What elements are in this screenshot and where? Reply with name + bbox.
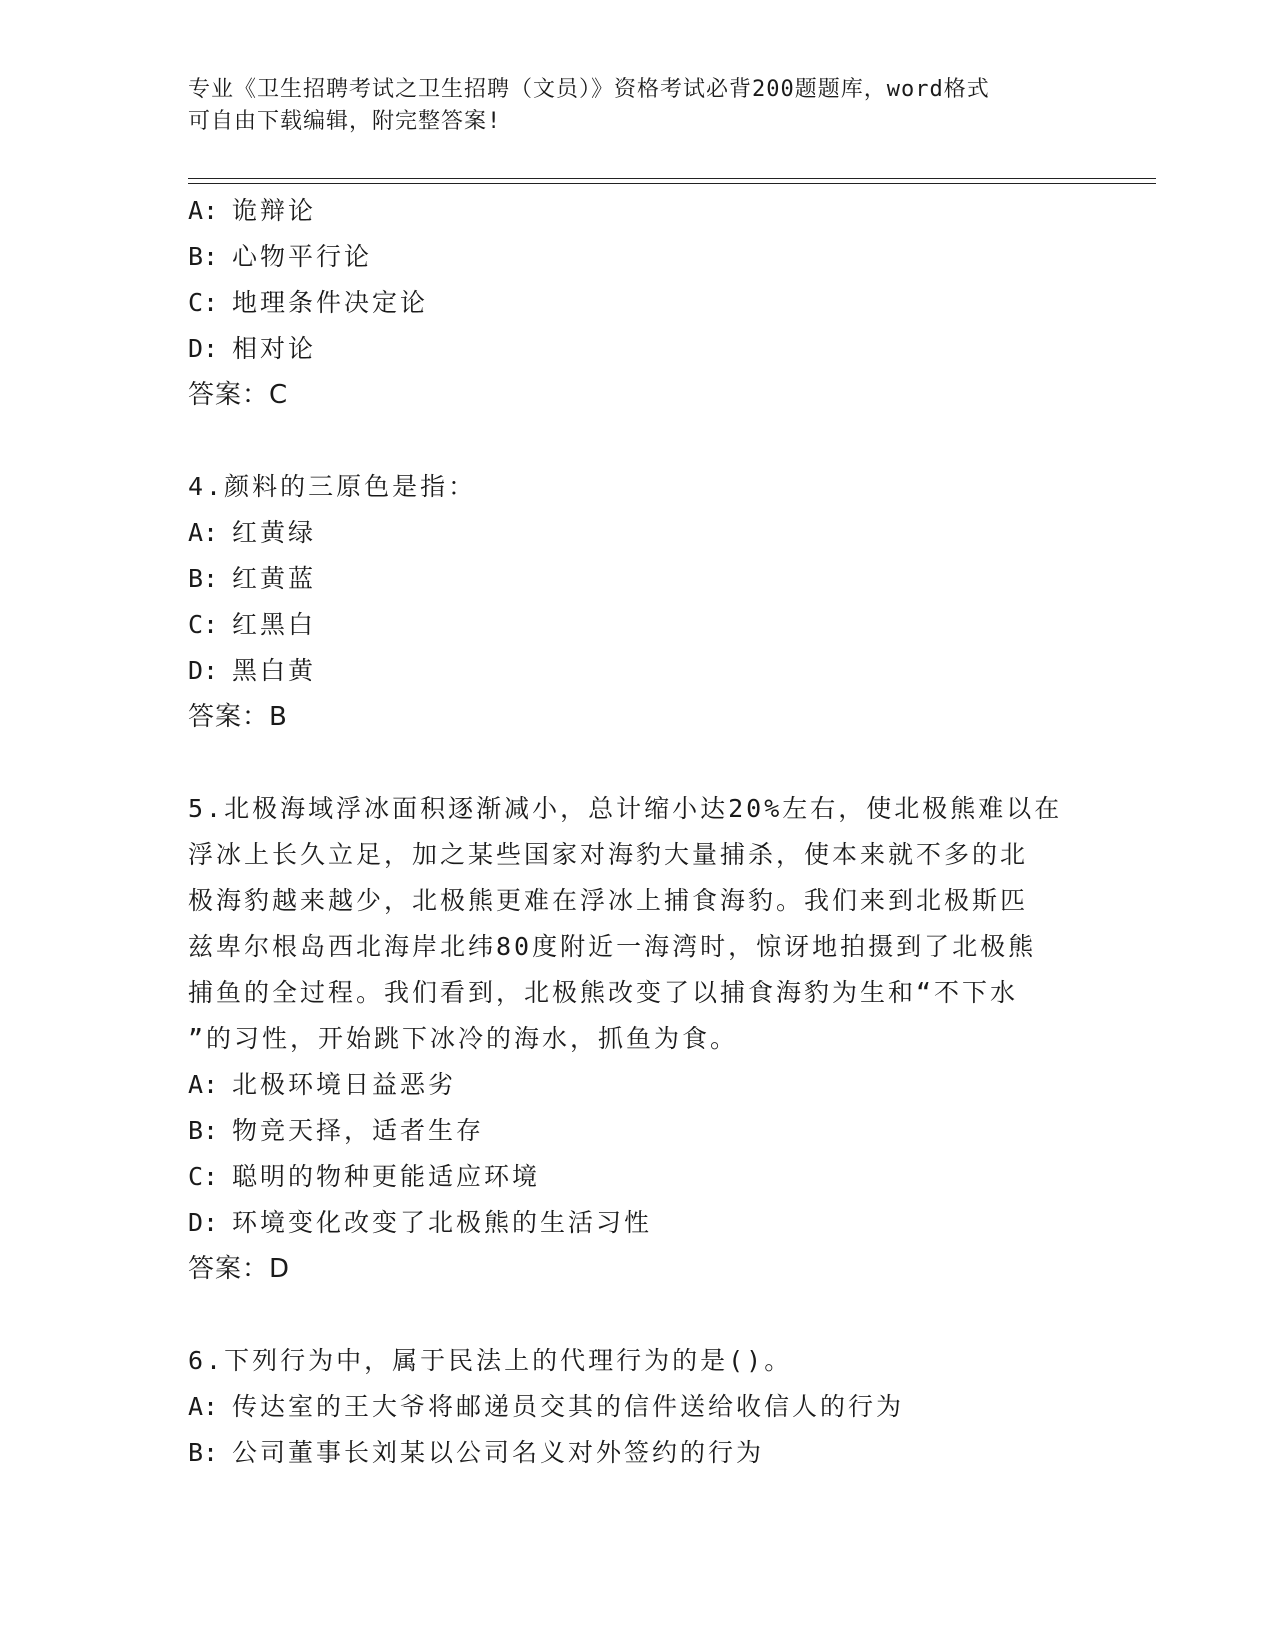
question-5 <box>188 786 1088 1292</box>
header-line-1: 专业《卫生招聘考试之卫生招聘（文员）》资格考试必背200题题库，word格式 <box>188 77 990 102</box>
option-letter: D: <box>188 656 219 685</box>
option-d <box>188 326 1088 372</box>
option-text: 红黄蓝 <box>232 564 317 593</box>
question-stem: 4.颜料的三原色是指： <box>188 472 477 501</box>
option-text: 相对论 <box>232 334 317 363</box>
option-letter: B: <box>188 1438 219 1467</box>
question-3 <box>188 188 1088 418</box>
option-a <box>188 1384 1088 1430</box>
option-b <box>188 1430 1088 1476</box>
header-divider-top <box>188 178 1156 179</box>
option-c <box>188 1154 1088 1200</box>
question-4 <box>188 464 1088 740</box>
option-text: 地理条件决定论 <box>232 288 429 317</box>
option-c <box>188 602 1088 648</box>
option-text: 诡辩论 <box>232 196 317 225</box>
option-letter: A: <box>188 1070 219 1099</box>
option-text: 黑白黄 <box>232 656 317 685</box>
spacer <box>188 740 1088 786</box>
option-letter: D: <box>188 334 219 363</box>
option-text: 聪明的物种更能适应环境 <box>232 1162 541 1191</box>
stem-line: 浮冰上长久立足，加之某些国家对海豹大量捕杀，使本来就不多的北 <box>188 840 1029 869</box>
option-d <box>188 648 1088 694</box>
option-a <box>188 188 1088 234</box>
stem-line: 极海豹越来越少，北极熊更难在浮冰上捕食海豹。我们来到北极斯匹 <box>188 886 1029 915</box>
option-letter: D: <box>188 1208 219 1237</box>
spacer <box>188 418 1088 464</box>
stem-line: ”的习性，开始跳下冰冷的海水，抓鱼为食。 <box>188 1024 739 1053</box>
option-text: 北极环境日益恶劣 <box>232 1070 457 1099</box>
answer: 答案：C <box>188 380 289 410</box>
option-letter: B: <box>188 1116 219 1145</box>
stem-line: 兹卑尔根岛西北海岸北纬80度附近一海湾时，惊讶地拍摄到了北极熊 <box>188 932 1037 961</box>
option-text: 红黑白 <box>232 610 317 639</box>
answer: 答案：D <box>188 1254 291 1284</box>
option-text: 公司董事长刘某以公司名义对外签约的行为 <box>232 1438 765 1467</box>
option-letter: B: <box>188 564 219 593</box>
document-header <box>188 74 1088 138</box>
option-a <box>188 510 1088 556</box>
option-b <box>188 234 1088 280</box>
answer: 答案：B <box>188 702 288 732</box>
spacer <box>188 1292 1088 1338</box>
option-letter: C: <box>188 288 219 317</box>
option-letter: A: <box>188 1392 219 1421</box>
option-letter: A: <box>188 518 219 547</box>
question-6 <box>188 1338 1088 1476</box>
option-text: 红黄绿 <box>232 518 317 547</box>
option-c <box>188 280 1088 326</box>
option-letter: C: <box>188 610 219 639</box>
option-letter: A: <box>188 196 219 225</box>
stem-line: 捕鱼的全过程。我们看到，北极熊改变了以捕食海豹为生和“不下水 <box>188 978 1019 1007</box>
option-letter: B: <box>188 242 219 271</box>
question-stem <box>188 786 1088 1062</box>
option-a <box>188 1062 1088 1108</box>
option-text: 传达室的王大爷将邮递员交其的信件送给收信人的行为 <box>232 1392 905 1421</box>
option-b <box>188 1108 1088 1154</box>
option-text: 环境变化改变了北极熊的生活习性 <box>232 1208 653 1237</box>
question-content <box>188 188 1088 1476</box>
option-d <box>188 1200 1088 1246</box>
header-line-2: 可自由下载编辑，附完整答案! <box>188 109 502 134</box>
question-stem: 6.下列行为中，属于民法上的代理行为的是()。 <box>188 1346 793 1375</box>
option-text: 心物平行论 <box>232 242 373 271</box>
option-b <box>188 556 1088 602</box>
option-text: 物竞天择，适者生存 <box>232 1116 485 1145</box>
option-letter: C: <box>188 1162 219 1191</box>
stem-line: 5.北极海域浮冰面积逐渐减小，总计缩小达20%左右，使北极熊难以在 <box>188 794 1063 823</box>
header-divider-bottom <box>188 183 1156 184</box>
